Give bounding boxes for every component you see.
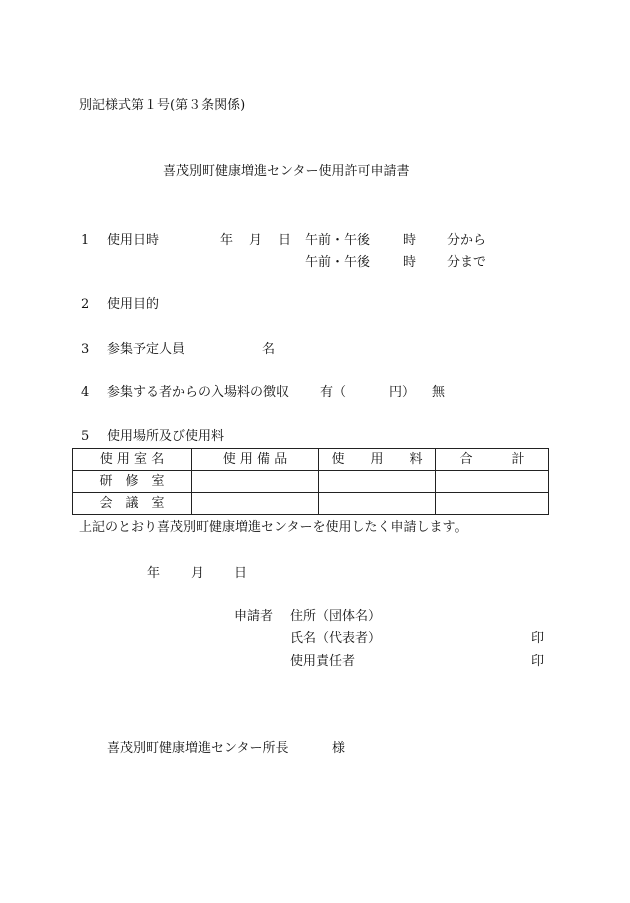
usage-datetime-label: 使用日時 xyxy=(107,233,160,248)
table-header-cell: 使 用 室 名 xyxy=(73,449,192,471)
date-year-label: 年 xyxy=(147,566,161,581)
fee-cell[interactable] xyxy=(319,493,436,515)
applicant-name-label: 氏名（代表者） xyxy=(290,631,382,646)
item-number: 3 xyxy=(81,342,90,357)
date-day-label: 日 xyxy=(234,566,248,581)
room-name-cell: 会 議 室 xyxy=(73,493,192,515)
equipment-cell[interactable] xyxy=(192,493,319,515)
minute-from-label: 分から xyxy=(447,233,487,248)
form-title: 喜茂別町健康増進センター使用許可申請書 xyxy=(163,164,410,179)
attendees-unit: 名 xyxy=(262,342,276,357)
applicant-label: 申請者 xyxy=(234,609,274,624)
usage-place-fee-label: 使用場所及び使用料 xyxy=(107,429,225,444)
responsible-person-label: 使用責任者 xyxy=(290,654,356,669)
equipment-cell[interactable] xyxy=(192,471,319,493)
table-row xyxy=(73,493,549,515)
addressee-honorific: 様 xyxy=(332,741,346,756)
admission-fee-label: 参集する者からの入場料の徴収 xyxy=(107,385,290,400)
usage-fee-table xyxy=(72,448,549,515)
year-label: 年 xyxy=(220,233,234,248)
item-number: 5 xyxy=(81,429,90,444)
form-number-note: 別記様式第１号(第３条関係) xyxy=(79,98,246,113)
hour-start-label: 時 xyxy=(403,233,417,248)
am-pm-start: 午前・午後 xyxy=(305,233,371,248)
table-row xyxy=(73,471,549,493)
fee-yen-unit: 円） xyxy=(389,385,416,400)
addressee-org: 喜茂別町健康増進センター所長 xyxy=(107,741,289,756)
seal-mark: 印 xyxy=(531,654,545,669)
seal-mark: 印 xyxy=(531,631,545,646)
item-number: 1 xyxy=(81,233,90,248)
day-label: 日 xyxy=(278,233,292,248)
table-header-row xyxy=(73,449,549,471)
usage-purpose-label: 使用目的 xyxy=(107,297,160,312)
am-pm-end: 午前・午後 xyxy=(305,255,371,270)
room-name-cell: 研 修 室 xyxy=(73,471,192,493)
applicant-address-label: 住所（団体名） xyxy=(290,609,382,624)
date-month-label: 月 xyxy=(191,566,205,581)
fee-no-option: 無 xyxy=(432,385,446,400)
hour-end-label: 時 xyxy=(403,255,417,270)
total-cell[interactable] xyxy=(436,493,549,515)
minute-until-label: 分まで xyxy=(447,255,487,270)
table-header-cell: 使 用 料 xyxy=(319,449,436,471)
month-label: 月 xyxy=(249,233,263,248)
table-header-cell: 合 計 xyxy=(436,449,549,471)
fee-cell[interactable] xyxy=(319,471,436,493)
expected-attendees-label: 参集予定人員 xyxy=(107,342,186,357)
table-header-cell: 使 用 備 品 xyxy=(192,449,319,471)
total-cell[interactable] xyxy=(436,471,549,493)
fee-yes-option: 有（ xyxy=(320,385,347,400)
item-number: 2 xyxy=(81,297,90,312)
application-statement: 上記のとおり喜茂別町健康増進センターを使用したく申請します。 xyxy=(79,520,468,535)
item-number: 4 xyxy=(81,385,90,400)
